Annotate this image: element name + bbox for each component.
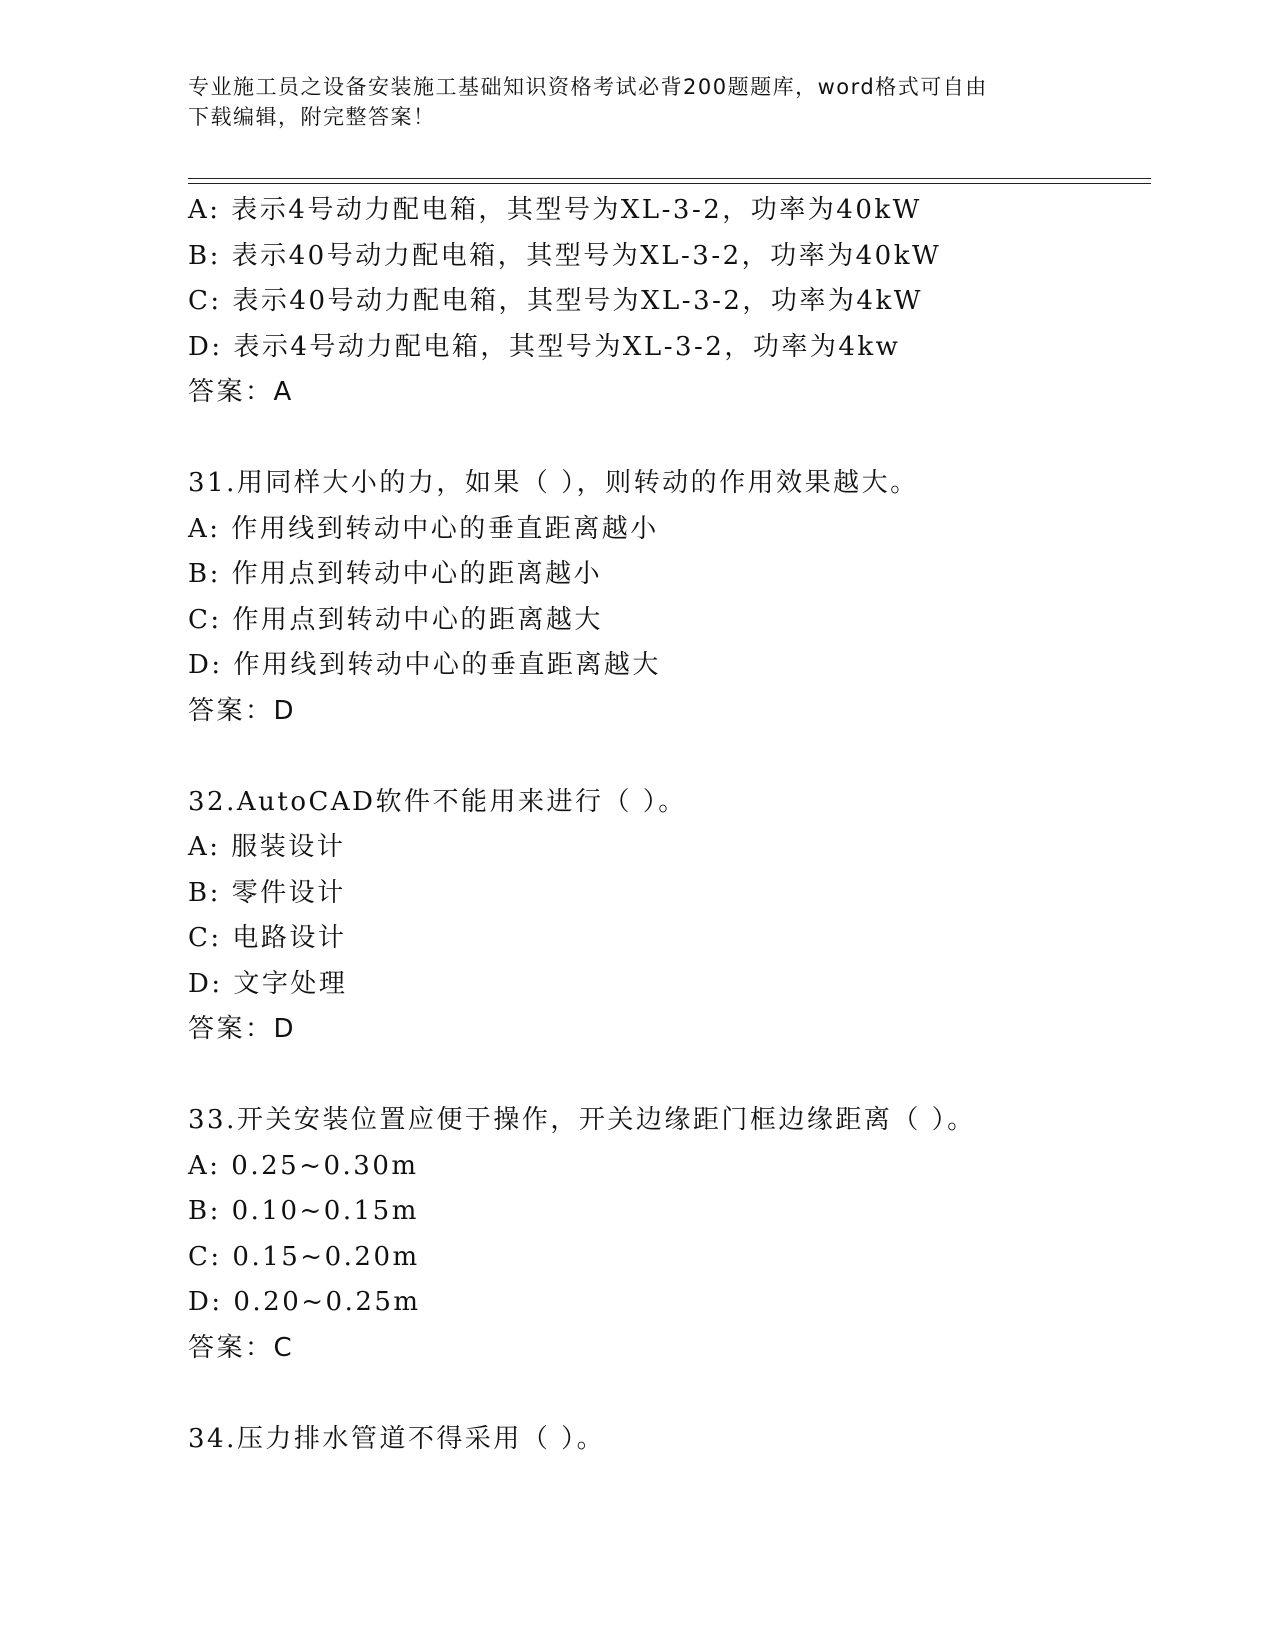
spacer xyxy=(188,734,1168,780)
header-divider-bottom xyxy=(188,183,1151,184)
q32-answer: 答案：D xyxy=(188,1014,297,1044)
q31-option-a: A: 作用线到转动中心的垂直距离越小 xyxy=(188,513,659,544)
q31-answer: 答案：D xyxy=(188,695,297,726)
q33-option-a: A: 0.25~0.30m xyxy=(188,1150,419,1181)
q32-option-d: D: 文字处理 xyxy=(188,968,348,999)
q33-question: 33.开关安装位置应便于操作，开关边缘距门框边缘距离（ ）。 xyxy=(188,1105,976,1135)
q30-answer: 答案：A xyxy=(188,377,294,407)
question-list xyxy=(188,188,1168,1462)
q31-option-c: C: 作用点到转动中心的距离越大 xyxy=(188,604,603,635)
q30-option-d: D: 表示4号动力配电箱，其型号为XL-3-2，功率为4kw xyxy=(188,331,901,362)
spacer xyxy=(188,416,1168,462)
header-line-2: 下载编辑，附完整答案！ xyxy=(188,105,436,129)
q31-option-b: B: 作用点到转动中心的距离越小 xyxy=(188,559,603,589)
q31-option-d: D: 作用线到转动中心的垂直距离越大 xyxy=(188,650,661,680)
q33-option-d: D: 0.20~0.25m xyxy=(188,1287,421,1317)
q33-option-b: B: 0.10~0.15m xyxy=(188,1196,419,1226)
header-divider-top xyxy=(188,178,1151,179)
q33-option-c: C: 0.15~0.20m xyxy=(188,1241,420,1272)
document-header xyxy=(188,72,1068,132)
header-line-1: 专业施工员之设备安装施工基础知识资格考试必背200题题库，word格式可自由 xyxy=(188,75,988,99)
spacer xyxy=(188,1371,1168,1417)
q30-option-a: A: 表示4号动力配电箱，其型号为XL-3-2，功率为40kW xyxy=(188,195,922,225)
q32-option-a: A: 服装设计 xyxy=(188,832,346,862)
q32-question: 32.AutoCAD软件不能用来进行（ ）。 xyxy=(188,786,687,817)
q32-option-c: C: 电路设计 xyxy=(188,923,347,953)
q31-question: 31.用同样大小的力，如果（ ），则转动的作用效果越大。 xyxy=(188,468,919,498)
q30-option-c: C: 表示40号动力配电箱，其型号为XL-3-2，功率为4kW xyxy=(188,286,923,316)
spacer xyxy=(188,1053,1168,1099)
q32-option-b: B: 零件设计 xyxy=(188,877,346,908)
q34-question: 34.压力排水管道不得采用（ ）。 xyxy=(188,1423,606,1454)
q33-answer: 答案：C xyxy=(188,1332,295,1363)
q30-option-b: B: 表示40号动力配电箱，其型号为XL-3-2，功率为40kW xyxy=(188,240,942,271)
